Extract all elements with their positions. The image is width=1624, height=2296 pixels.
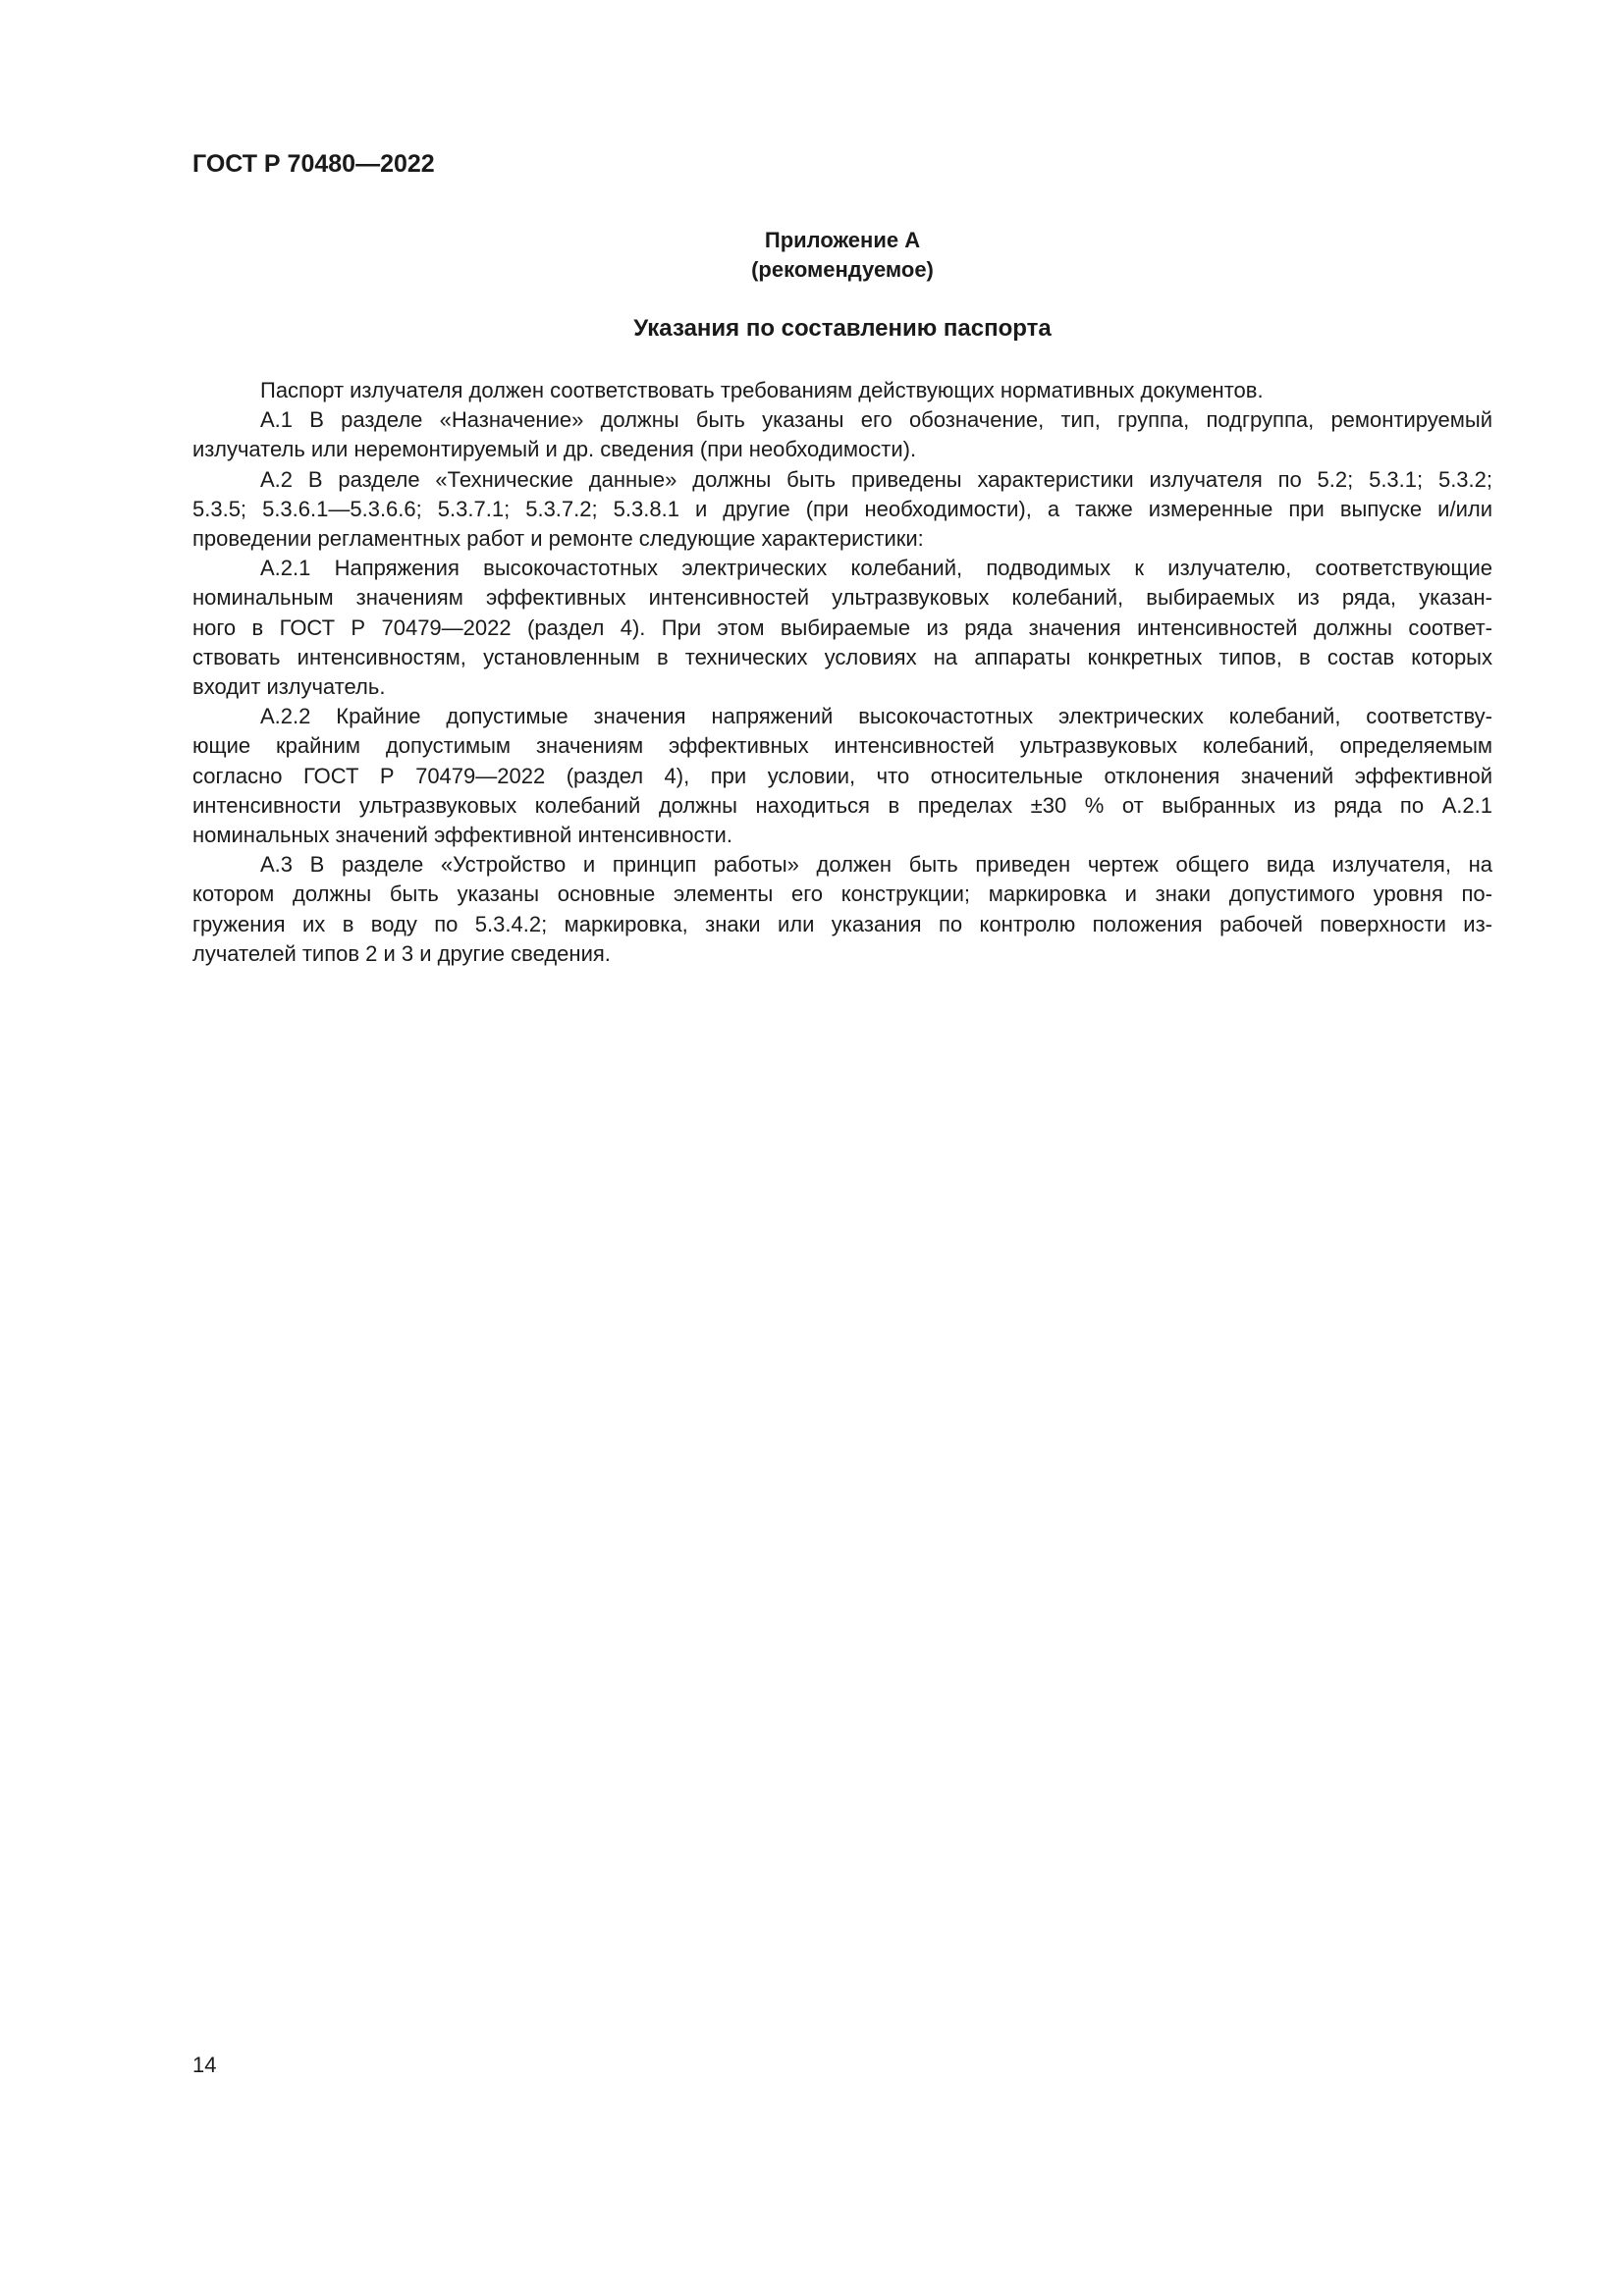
body-line: ющие крайним допустимым значениям эффективных интенсивностей ультразвуковых колебаний, определяемым — [192, 733, 1492, 759]
body-line: входит излучатель. — [192, 674, 386, 700]
body-line: излучатель или неремонтируемый и др. сведения (при необходимости). — [192, 437, 917, 462]
document-code-header: ГОСТ Р 70480—2022 — [192, 150, 435, 178]
body-line: 5.3.5; 5.3.6.1—5.3.6.6; 5.3.7.1; 5.3.7.2; 5.3.8.1 и другие (при необходимости), а также измеренные при выпуске и/или — [192, 496, 1492, 521]
body-line: согласно ГОСТ Р 70479—2022 (раздел 4), при условии, что относительные отклонения значений эффективной — [192, 763, 1492, 788]
body-line: номинальных значений эффективной интенсивности. — [192, 823, 732, 848]
body-line: А.2.2 Крайние допустимые значения напряжений высокочастотных электрических колебаний, соответству- — [260, 704, 1492, 729]
body-line: А.3 В разделе «Устройство и принцип работы» должен быть приведен чертеж общего вида излучателя, на — [260, 852, 1492, 878]
body-line: Паспорт излучателя должен соответствовать требованиям действующих нормативных документов. — [260, 378, 1264, 402]
annex-title: Указания по составлению паспорта — [633, 315, 1052, 342]
annex-status: (рекомендуемое) — [751, 257, 934, 282]
body-line: ного в ГОСТ Р 70479—2022 (раздел 4). При этом выбираемые из ряда значения интенсивностей должны соответ- — [192, 614, 1492, 640]
body-line: А.2 В разделе «Технические данные» должны быть приведены характеристики излучателя по 5.2; 5.3.1; 5.3.2; — [260, 466, 1492, 492]
body-line: номинальным значениям эффективных интенсивностей ультразвуковых колебаний, выбираемых из ряда, указан- — [192, 585, 1492, 611]
body-line: А.2.1 Напряжения высокочастотных электрических колебаний, подводимых к излучателю, соответствующие — [260, 556, 1492, 581]
body-line: проведении регламентных работ и ремонте следующие характеристики: — [192, 526, 924, 552]
body-line: интенсивности ультразвуковых колебаний должны находиться в пределах ±30 % от выбранных из ряда по А.2.1 — [192, 792, 1492, 818]
annex-heading — [192, 226, 1492, 285]
body-line: котором должны быть указаны основные элементы его конструкции; маркировка и знаки допустимого уровня по- — [192, 881, 1492, 907]
page-number: 14 — [192, 2053, 217, 2077]
body-line: гружения их в воду по 5.3.4.2; маркировка, знаки или указания по контролю положения рабочей поверхности из- — [192, 911, 1492, 936]
annex-body — [192, 376, 1492, 969]
body-line: лучателей типов 2 и 3 и другие сведения. — [192, 940, 611, 966]
annex-label: Приложение А — [764, 228, 921, 252]
body-line: ствовать интенсивностям, установленным в технических условиях на аппараты конкретных типов, в состав которых — [192, 644, 1492, 669]
body-line: А.1 В разделе «Назначение» должны быть указаны его обозначение, тип, группа, подгруппа, ремонтируемый — [260, 407, 1492, 433]
